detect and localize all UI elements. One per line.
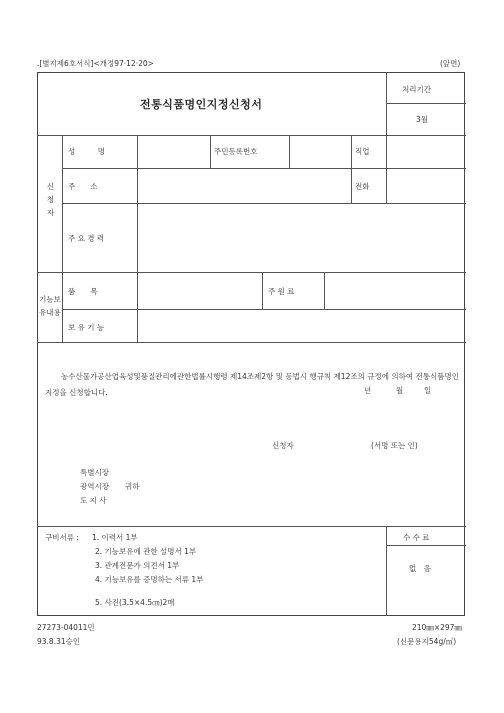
address-field[interactable]: [140, 171, 348, 200]
divider: [37, 272, 466, 273]
item-field[interactable]: [140, 275, 259, 306]
divider: [37, 342, 466, 343]
phone-field[interactable]: [389, 171, 463, 200]
processing-period-label: 처리기간: [402, 85, 431, 94]
divider: [386, 526, 387, 616]
page-side-label: (앞면): [440, 59, 461, 68]
divider: [137, 135, 138, 342]
career-field[interactable]: [140, 206, 463, 269]
divider: [386, 135, 387, 203]
recipient-suffix: 귀하: [125, 482, 140, 491]
paper-type: (신문용지54g/㎡): [397, 637, 457, 646]
fee-value: 없 음: [409, 564, 431, 573]
divider: [386, 545, 466, 546]
form-code: 27273-04011민: [37, 623, 95, 632]
skill-holding-field[interactable]: [140, 312, 463, 339]
attachments-label: 구비서류 :: [45, 533, 79, 542]
date-year: 년: [364, 386, 372, 395]
divider: [386, 103, 466, 104]
occupation-label: 직업: [355, 147, 370, 156]
main-ingredient-field[interactable]: [327, 275, 463, 306]
attachment-item: 4. 기능보유를 증명하는 서류 1부: [95, 575, 204, 584]
divider: [289, 135, 290, 168]
application-statement: 농수산물가공산업육성및품질관리에관한법률시행령 제14조제2항 및 동법시 행규칙 제12조의 규정에 의하여 전통식품명인지정을 신청합니다.: [45, 372, 459, 397]
signature-placeholder[interactable]: (서명 또는 인): [371, 441, 418, 450]
signature-label: 신청자: [272, 441, 294, 450]
resident-number-field[interactable]: [292, 139, 349, 165]
attachment-item: 5. 사진(3.5×4.5㎝)2매: [95, 598, 175, 607]
divider: [37, 135, 466, 136]
recipient-governor: 도 지 사: [80, 496, 107, 505]
name-label: 성 명: [68, 147, 105, 156]
occupation-field[interactable]: [389, 139, 463, 165]
phone-label: 전화: [355, 182, 370, 191]
attachment-item: 3. 관계전문가 의견서 1부: [95, 561, 180, 570]
approval-date: 93.8.31승인: [37, 637, 81, 646]
recipient-mayor: 특별시장: [80, 468, 109, 477]
fee-label: 수 수 료: [403, 533, 430, 542]
skill-section-label: 기능보유내용: [39, 295, 61, 317]
divider: [262, 272, 263, 309]
form-number: .[별지제6호서식]<개정97·12·20>: [37, 59, 154, 68]
divider: [62, 135, 63, 342]
attachment-item: 2. 기능보유에 관한 설명서 1부: [95, 547, 197, 556]
skill-holding-label: 보 유 기 능: [68, 323, 105, 332]
divider: [62, 203, 466, 204]
paper-size: 210㎜×297㎜: [412, 623, 462, 632]
main-ingredient-label: 주 원 료: [268, 287, 295, 296]
divider: [324, 272, 325, 309]
item-label: 품 목: [68, 287, 98, 296]
divider: [37, 526, 466, 527]
date-day: 일: [424, 386, 432, 395]
attachment-item: 1. 이력서 1부: [92, 533, 138, 542]
name-field[interactable]: [140, 139, 208, 165]
form-title: 전통식품명인지정신청서: [140, 98, 263, 111]
address-label: 주 소: [68, 182, 98, 191]
divider: [62, 309, 466, 310]
divider: [351, 135, 352, 203]
divider: [210, 135, 211, 168]
date-month: 월: [396, 386, 404, 395]
resident-number-label: 주민등록번호: [214, 147, 258, 156]
processing-period-value: 3월: [416, 115, 429, 124]
divider: [62, 168, 466, 169]
career-label: 주 요 경 력: [68, 234, 105, 243]
recipient-metro-mayor: 광역시장: [80, 482, 109, 491]
applicant-section-label: 신청자: [46, 182, 55, 217]
